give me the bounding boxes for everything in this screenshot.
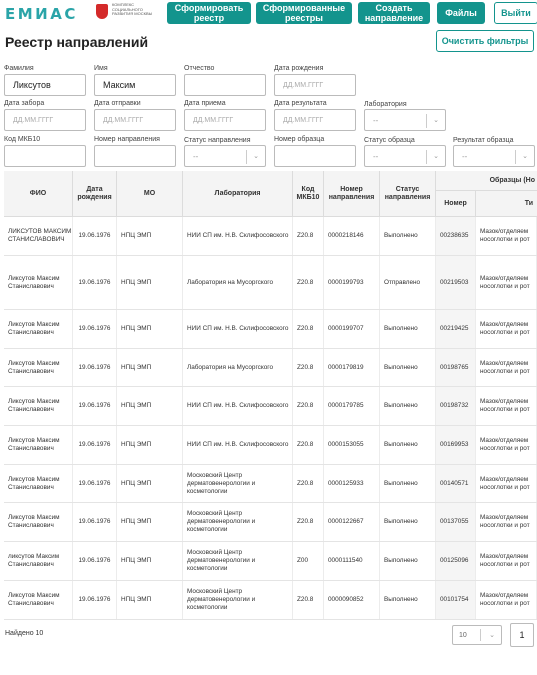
cell-sample-num: 00238635 xyxy=(436,217,476,255)
cell-mo: НПЦ ЭМП xyxy=(117,217,183,255)
cell-fio: ликсутов Максим Станиславович xyxy=(4,542,73,580)
cell-sample-num: 00169953 xyxy=(436,426,476,464)
cell-code: Z20.8 xyxy=(293,387,324,425)
table-row[interactable] xyxy=(4,503,537,542)
cell-fio: Ликсутов Максим Станиславович xyxy=(4,503,73,541)
referral-number-input[interactable] xyxy=(94,145,176,167)
cell-sample-num: 00140571 xyxy=(436,465,476,502)
cell-code: Z20.8 xyxy=(293,465,324,502)
create-referral-button[interactable]: Создать направление xyxy=(358,2,430,24)
cell-code: Z20.8 xyxy=(293,310,324,348)
sample-result-select[interactable] xyxy=(453,145,535,167)
cell-birth: 19.06.1976 xyxy=(73,217,117,255)
mkb10-label: Код МКБ10 xyxy=(4,136,41,143)
cell-status: Отправлено xyxy=(380,256,436,309)
cell-status: Выполнено xyxy=(380,581,436,619)
patronymic-label: Отчество xyxy=(184,65,215,72)
cell-code: Z20.8 xyxy=(293,217,324,255)
col-header-mo[interactable]: МО xyxy=(117,171,183,217)
cell-sample-num: 00198732 xyxy=(436,387,476,425)
cell-birth: 19.06.1976 xyxy=(73,426,117,464)
cell-lab: НИИ СП им. Н.В. Склифосовского xyxy=(183,310,293,348)
cell-lab: Московский Центр дерматовенерологии и косметологии xyxy=(183,581,293,619)
cell-code: Z20.8 xyxy=(293,256,324,309)
referral-status-select[interactable] xyxy=(184,145,266,167)
cell-sample-type: Мазок/отделяем носоглотки и рот xyxy=(476,542,537,580)
form-registry-button[interactable]: Сформировать реестр xyxy=(167,2,251,24)
per-page-value: 10 xyxy=(459,631,467,639)
sample-status-value: -- xyxy=(373,151,379,161)
cell-status: Выполнено xyxy=(380,387,436,425)
cell-num: 0000153055 xyxy=(324,426,380,464)
cell-sample-type: Мазок/отделяем носоглотки и рот xyxy=(476,465,537,502)
cell-birth: 19.06.1976 xyxy=(73,310,117,348)
cell-code: Z20.8 xyxy=(293,426,324,464)
cell-status: Выполнено xyxy=(380,542,436,580)
send-date-label: Дата отправки xyxy=(94,100,141,107)
name-label: Имя xyxy=(94,65,108,72)
cell-birth: 19.06.1976 xyxy=(73,349,117,386)
cell-mo: НПЦ ЭМП xyxy=(117,426,183,464)
cell-num: 0000218146 xyxy=(324,217,380,255)
cell-sample-num: 00219425 xyxy=(436,310,476,348)
result-date-label: Дата результата xyxy=(274,100,327,107)
cell-lab: Московский Центр дерматовенерологии и косметологии xyxy=(183,542,293,580)
samples-group-label: Образцы (Но xyxy=(489,176,535,184)
table-row[interactable] xyxy=(4,426,537,465)
cell-birth: 19.06.1976 xyxy=(73,387,117,425)
chevron-down-icon: ⌄ xyxy=(489,632,495,639)
birth-date-input[interactable]: ДД.ММ.ГГГГ xyxy=(274,74,356,96)
cell-mo: НПЦ ЭМП xyxy=(117,387,183,425)
cell-birth: 19.06.1976 xyxy=(73,256,117,309)
cell-status: Выполнено xyxy=(380,310,436,348)
table-row[interactable] xyxy=(4,387,537,426)
cell-num: 0000179819 xyxy=(324,349,380,386)
cell-num: 0000199793 xyxy=(324,256,380,309)
per-page-select[interactable] xyxy=(452,625,502,645)
cell-mo: НПЦ ЭМП xyxy=(117,581,183,619)
cell-fio: Ликсутов Максим Станиславович xyxy=(4,465,73,502)
cell-mo: НПЦ ЭМП xyxy=(117,542,183,580)
cell-fio: Ликсутов Максим Станиславович xyxy=(4,387,73,425)
table-row[interactable] xyxy=(4,581,537,620)
cell-sample-type: Мазок/отделяем носоглотки и рот xyxy=(476,426,537,464)
cell-birth: 19.06.1976 xyxy=(73,503,117,541)
cell-status: Выполнено xyxy=(380,349,436,386)
select-separator xyxy=(480,629,481,641)
cell-mo: НПЦ ЭМП xyxy=(117,349,183,386)
cell-fio: Ликсутов Максим Станиславович xyxy=(4,581,73,619)
col-header-birth[interactable]: Дата рождения xyxy=(73,171,117,217)
page-title: Реестр направлений xyxy=(5,34,149,50)
cell-lab: НИИ СП им. Н.В. Склифосовского xyxy=(183,426,293,464)
cell-status: Выполнено xyxy=(380,503,436,541)
table-row[interactable] xyxy=(4,217,537,256)
cell-sample-type: Мазок/отделяем носоглотки и рот xyxy=(476,581,537,619)
select-separator xyxy=(426,150,427,164)
cell-sample-type: Мазок/отделяем носоглотки и рот xyxy=(476,503,537,541)
cell-sample-num: 00219503 xyxy=(436,256,476,309)
cell-sample-num: 00125096 xyxy=(436,542,476,580)
cell-lab: Лаборатория на Мусоргского xyxy=(183,256,293,309)
surname-label: Фамилия xyxy=(4,65,34,72)
cell-fio: Ликсутов Максим Станиславович xyxy=(4,426,73,464)
sample-date-label: Дата забора xyxy=(4,100,45,107)
name-input[interactable]: Максим xyxy=(94,74,176,96)
col-header-status[interactable]: Статус направления xyxy=(380,171,436,217)
cell-sample-type: Мазок/отделяем носоглотки и рот xyxy=(476,387,537,425)
result-date-input[interactable]: ДД.ММ.ГГГГ xyxy=(274,109,356,131)
col-header-lab[interactable]: Лаборатория xyxy=(183,171,293,217)
cell-fio: Ликсутов Максим Станиславович xyxy=(4,310,73,348)
sample-date-input[interactable]: ДД.ММ.ГГГГ xyxy=(4,109,86,131)
chevron-down-icon: ⌄ xyxy=(253,153,259,160)
cell-num: 0000179785 xyxy=(324,387,380,425)
cell-mo: НПЦ ЭМП xyxy=(117,310,183,348)
table-row[interactable] xyxy=(4,465,537,503)
cell-num: 0000125933 xyxy=(324,465,380,502)
referral-status-label: Статус направления xyxy=(184,137,251,144)
cell-birth: 19.06.1976 xyxy=(73,542,117,580)
chevron-down-icon: ⌄ xyxy=(522,153,528,160)
col-header-sample-type[interactable]: Ти xyxy=(476,191,537,217)
cell-sample-num: 00198765 xyxy=(436,349,476,386)
select-separator xyxy=(246,150,247,164)
cell-num: 0000199707 xyxy=(324,310,380,348)
emias-logo[interactable]: ЕМИАС xyxy=(5,5,78,23)
cell-sample-type: Мазок/отделяем носоглотки и рот xyxy=(476,217,537,255)
cell-lab: Московский Центр дерматовенерологии и косметологии xyxy=(183,503,293,541)
col-header-fio[interactable]: ФИО xyxy=(4,171,73,217)
header xyxy=(0,0,537,28)
send-date-input[interactable]: ДД.ММ.ГГГГ xyxy=(94,109,176,131)
receive-date-label: Дата приема xyxy=(184,100,226,107)
table-row[interactable] xyxy=(4,542,537,581)
page-number-input[interactable]: 1 xyxy=(510,623,534,647)
table-row[interactable] xyxy=(4,310,537,349)
referral-status-value: -- xyxy=(193,151,199,161)
cell-birth: 19.06.1976 xyxy=(73,465,117,502)
cell-mo: НПЦ ЭМП xyxy=(117,256,183,309)
cell-lab: НИИ СП им. Н.В. Склифосовского xyxy=(183,387,293,425)
cell-mo: НПЦ ЭМП xyxy=(117,465,183,502)
cell-lab: НИИ СП им. Н.В. Склифосовского xyxy=(183,217,293,255)
cell-mo: НПЦ ЭМП xyxy=(117,503,183,541)
referral-number-label: Номер направления xyxy=(94,136,160,143)
birth-date-label: Дата рождения xyxy=(274,65,324,72)
cell-sample-num: 00101754 xyxy=(436,581,476,619)
files-button[interactable]: Файлы xyxy=(437,2,485,24)
cell-fio: Ликсутов Максим Станиславович xyxy=(4,349,73,386)
col-header-samples-group xyxy=(436,171,537,191)
clear-filters-button[interactable]: Очистить фильтры xyxy=(436,30,534,52)
cell-sample-num: 00137055 xyxy=(436,503,476,541)
laboratory-label: Лаборатория xyxy=(364,101,407,108)
cell-code: Z20.8 xyxy=(293,349,324,386)
cell-code: Z20.8 xyxy=(293,581,324,619)
cell-fio: Ликсутов Максим Станиславович xyxy=(4,256,73,309)
cell-num: 0000111540 xyxy=(324,542,380,580)
receive-date-input[interactable]: ДД.ММ.ГГГГ xyxy=(184,109,266,131)
sample-result-label: Результат образца xyxy=(453,137,514,144)
cell-lab: Лаборатория на Мусоргского xyxy=(183,349,293,386)
sample-number-input[interactable] xyxy=(274,145,356,167)
cell-status: Выполнено xyxy=(380,465,436,502)
cell-fio: ЛИКСУТОВ МАКСИМ СТАНИСЛАВОВИЧ xyxy=(4,217,73,255)
sample-number-label: Номер образца xyxy=(274,136,325,143)
chevron-down-icon: ⌄ xyxy=(433,117,439,124)
cell-num: 0000122667 xyxy=(324,503,380,541)
crest-caption: КОМПЛЕКС СОЦИАЛЬНОГО РАЗВИТИЯ МОСКВЫ xyxy=(112,2,153,17)
patronymic-input[interactable] xyxy=(184,74,266,96)
cell-sample-type: Мазок/отделяем носоглотки и рот xyxy=(476,256,537,309)
cell-sample-type: Мазок/отделяем носоглотки и рот xyxy=(476,349,537,386)
cell-status: Выполнено xyxy=(380,426,436,464)
col-header-code[interactable]: Код МКБ10 xyxy=(293,171,324,217)
cell-code: Z20.8 xyxy=(293,503,324,541)
found-count: Найдено 10 xyxy=(5,630,44,637)
chevron-down-icon: ⌄ xyxy=(433,153,439,160)
cell-num: 0000090852 xyxy=(324,581,380,619)
laboratory-select[interactable] xyxy=(364,109,446,131)
select-separator xyxy=(426,114,427,128)
cell-lab: Московский Центр дерматовенерологии и косметологии xyxy=(183,465,293,502)
moscow-crest-icon xyxy=(96,4,108,19)
cell-birth: 19.06.1976 xyxy=(73,581,117,619)
col-header-sample-num[interactable]: Номер xyxy=(436,191,476,217)
cell-sample-type: Мазок/отделяем носоглотки и рот xyxy=(476,310,537,348)
sample-status-select[interactable] xyxy=(364,145,446,167)
laboratory-value: -- xyxy=(373,115,379,125)
logout-button[interactable]: Выйти xyxy=(494,2,537,24)
sample-status-label: Статус образца xyxy=(364,137,415,144)
col-header-num[interactable]: Номер направления xyxy=(324,171,380,217)
cell-status: Выполнено xyxy=(380,217,436,255)
mkb10-input[interactable] xyxy=(4,145,86,167)
surname-input[interactable]: Ликсутов xyxy=(4,74,86,96)
table-row[interactable] xyxy=(4,349,537,387)
sample-result-value: -- xyxy=(462,151,468,161)
table-row[interactable] xyxy=(4,256,537,310)
cell-code: Z00 xyxy=(293,542,324,580)
select-separator xyxy=(515,150,516,164)
formed-registries-button[interactable]: Сформированные реестры xyxy=(256,2,352,24)
